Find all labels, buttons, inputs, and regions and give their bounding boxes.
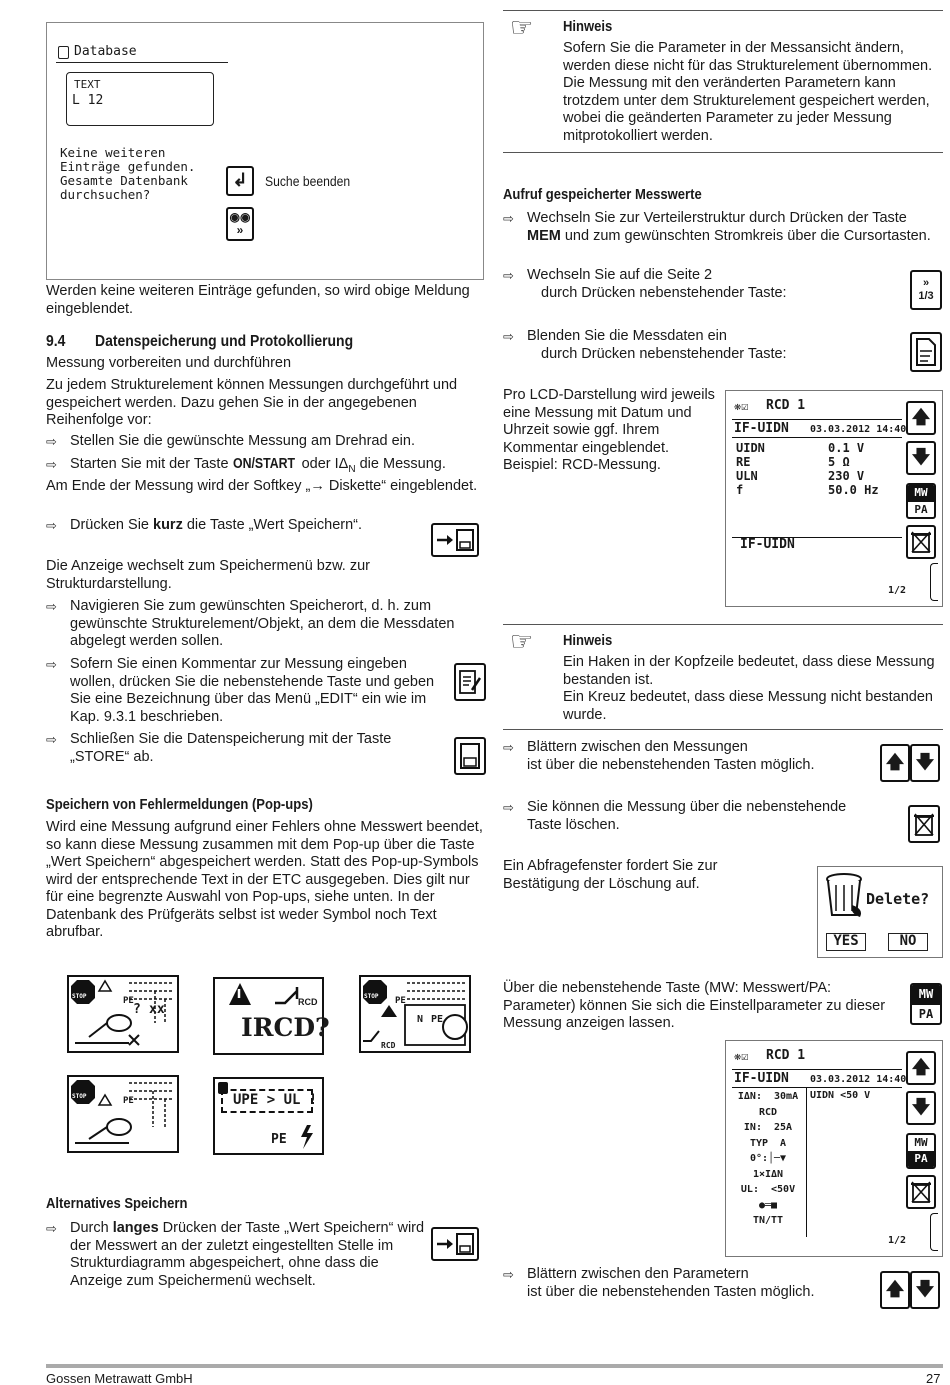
double-chevron-icon: »	[236, 223, 244, 237]
lcd2-datetime: 03.03.2012 14:40	[810, 1074, 907, 1085]
popup1-xx: xx	[149, 1002, 165, 1017]
pointing-hand-icon-2: ☞	[510, 626, 534, 656]
binoculars-icon: ◉◉	[229, 210, 251, 224]
lcd2-mw: MW	[914, 1136, 928, 1149]
display-change-text: Die Anzeige wechselt zum Speichermenü bzw. zur Strukturdarstellung.	[46, 558, 370, 592]
popup2-rcd-label: RCD	[298, 997, 318, 1007]
mem-key: MEM	[527, 227, 561, 244]
lcd1-head: RCD 1	[766, 398, 806, 413]
lcd1-rows	[736, 441, 906, 497]
mwpa-text: Über die nebenstehende Taste (MW: Messwert/PA: Parameter) können Sie sich die Einstellparameter zu dieser Messung anzeigen lassen.	[503, 980, 886, 1031]
recall-step2	[503, 267, 893, 302]
recall-step2-b: durch Drücken nebenstehender Taste:	[541, 284, 787, 301]
store-softkey[interactable]	[454, 737, 486, 775]
delete-prompt: Delete?	[866, 890, 930, 908]
lcd2-down-button[interactable]: 🡇	[906, 1091, 936, 1125]
step-start	[46, 456, 486, 478]
hint1-top-rule	[503, 10, 943, 11]
hint2-top-rule	[503, 624, 943, 625]
param-up-button[interactable]: 🡅	[880, 1271, 910, 1309]
recall-step1-a: Wechseln Sie zur Verteilerstruktur durch Drücken der Taste	[527, 210, 907, 226]
popup3-pe: PE	[395, 996, 406, 1006]
hint2-text2: Ein Kreuz bedeutet, dass diese Messung nicht bestanden wurde.	[563, 689, 933, 723]
step-long-press	[46, 1220, 426, 1290]
lcd1-row	[736, 455, 906, 469]
footer-rule	[46, 1364, 943, 1368]
lcd-description: Pro LCD-Darstellung wird jeweils eine Messung mit Datum und Uhrzeit sowie ggf. Ihrem Kommentar eingeblendet. Beispiel: RCD-Messung.	[503, 387, 715, 473]
lcd1-title: IF-UIDN	[734, 421, 789, 436]
step-long-a: Durch	[70, 1220, 113, 1236]
database-title-rule	[56, 62, 228, 63]
popup3-rcd: RCD	[381, 1041, 396, 1050]
param-down-button[interactable]: 🡇	[910, 1271, 940, 1309]
lcd1-head-rule	[732, 419, 902, 420]
step-start-a: Starten Sie mit der Taste	[70, 456, 233, 472]
lcd-measurement-view	[725, 390, 943, 607]
delete-step-b: Taste löschen.	[527, 816, 620, 833]
delete-no-button[interactable]	[888, 933, 928, 951]
trash-cross-icon	[910, 530, 932, 554]
popup-heading: Speichern von Fehlermeldungen (Pop-ups)	[46, 797, 313, 813]
step-long-b: Drücken der Taste „Wert Speichern“ wird der Messwert an der zuletzt eingestellten Stelle im Strukturdiagramm abgespeichert, ohne dass die Anzeige zum Speichermenü wechselt.	[70, 1220, 425, 1289]
trash-can-icon	[824, 871, 866, 919]
popup-stop-wiring-1	[67, 975, 179, 1053]
mwpa-softkey[interactable]	[910, 983, 942, 1025]
popup-paragraph: Wird eine Messung aufgrund einer Fehlers ohne Messwert beendet, so kann diese Messung zusammen mit dem Pop-up über die Taste „Wert Speichern“ abgespeichert werden. Statt des Pop-up-Symbols wird der entsprechende Text in der ETC ausgegeben. Dies gilt nur für eine begrenzte Auswahl von Pop-ups, siehe unten. In der Datenbank des Prüfgeräts selbst ist weder Symbol noch Text abrufbar.	[46, 819, 483, 940]
lcd1-row-val: 230 V	[828, 469, 865, 483]
lcd1-mw: MW	[908, 485, 934, 501]
hint1-bottom-rule	[503, 152, 943, 153]
recall-step2-a: ⇨ Wechseln Sie auf die Seite 2	[527, 267, 713, 283]
lcd1-row-key: UIDN	[736, 441, 765, 455]
database-icon	[58, 46, 69, 59]
langes-key: langes	[112, 1220, 159, 1236]
lcd1-row-val: 50.0 Hz	[828, 483, 879, 497]
lcd1-down-button[interactable]: 🡇	[906, 441, 936, 475]
popup4-stop: STOP	[72, 1093, 87, 1100]
delta-symbol: Δ	[338, 456, 349, 472]
lcd1-row-key: f	[736, 483, 744, 497]
lightning-icon	[299, 1125, 315, 1149]
hint1-title: Hinweis	[563, 19, 613, 35]
step-drehrad	[46, 433, 486, 451]
pointing-hand-icon: ☞	[510, 12, 534, 42]
delete-no-label: NO	[899, 933, 917, 950]
browse-parameters	[503, 1266, 873, 1301]
subheading-prepare: Messung vorbereiten und durchführen	[46, 355, 292, 371]
lcd1-mwpa-button[interactable]	[906, 483, 936, 519]
recall-step3-b: durch Drücken nebenstehender Taste:	[541, 345, 787, 362]
recall-step3	[503, 328, 893, 363]
lcd1-row	[736, 483, 906, 497]
step-store	[46, 731, 446, 766]
popup-stop-wiring-2	[359, 975, 471, 1053]
arrow-to-disk-icon	[435, 1231, 475, 1257]
hint2-text1: Ein Haken in der Kopfzeile bedeutet, dass diese Messung bestanden ist.	[563, 654, 935, 688]
lcd2-title-rule	[732, 1087, 902, 1088]
step-save	[46, 517, 426, 535]
db-note: Werden keine weiteren Einträge gefunden, so wird obige Meldung eingeblendet.	[46, 283, 470, 317]
lcd1-scrollbar[interactable]	[930, 563, 938, 601]
arrow-to-disk-icon	[435, 527, 475, 553]
lcd2-uidn: UIDN <50 V	[810, 1090, 871, 1101]
binoculars-softkey[interactable]	[226, 207, 254, 241]
lcd1-row-val: 0.1 V	[828, 441, 865, 455]
delete-step	[503, 799, 883, 834]
text-field-label: TEXT	[74, 78, 101, 91]
hint2-bottom-rule	[503, 729, 943, 730]
popup-ircd	[213, 977, 330, 1055]
section-number: 9.4	[46, 333, 66, 350]
lcd1-row-key: ULN	[736, 469, 758, 483]
confirm-text: Ein Abfragefenster fordert Sie zur Bestätigung der Löschung auf.	[503, 858, 718, 892]
lcd2-param: IN: 25A	[743, 1122, 793, 1133]
step-navigate	[46, 598, 486, 651]
lcd2-head: RCD 1	[766, 1048, 806, 1063]
step-start-b: oder I	[297, 456, 339, 472]
enter-softkey[interactable]: ↲	[226, 166, 254, 196]
lcd1-delete-button[interactable]	[906, 525, 936, 559]
popup3-n: N	[417, 1014, 424, 1025]
delta-sub: N	[348, 463, 356, 475]
browse-down-button[interactable]: 🡇	[910, 744, 940, 782]
delete-step-a: ⇨ Sie können die Messung über die nebenstehende	[527, 799, 847, 815]
popup3-pe2: PE	[431, 1014, 444, 1025]
page-switch-softkey[interactable]	[910, 270, 942, 310]
popup1-q: ?	[133, 1002, 141, 1017]
document-data-icon	[915, 337, 937, 367]
popup5-upe-text: UPE > UL !	[233, 1092, 318, 1108]
end-of-measurement-text: Am Ende der Messung wird der Softkey „→ Diskette“ eingeblendet.	[46, 478, 478, 494]
step-comment-text: Sofern Sie einen Kommentar zur Messung eingeben wollen, drücken Sie die nebenstehende Taste und geben Sie eine Bezeichnung über das Menü „EDIT“ ein wie im Kap. 9.3.1 beschrieben.	[70, 656, 435, 725]
step-save-a: Drücken Sie	[70, 517, 154, 533]
footer-page-number: 27	[926, 1371, 941, 1385]
intro-paragraph: Zu jedem Strukturelement können Messungen durchgeführt und gespeichert werden. Dazu gehen Sie in der angegebenen Reihenfolge vor:	[46, 377, 458, 428]
hint1-text: Sofern Sie die Parameter in der Messansicht ändern, werden diese nicht für das Strukturelement übernommen. Die Messung mit den veränderten Parametern kann trotzdem unter dem Strukturelement gespeichert werden, wobei die geänderten Parameter zu jeder Messung mitprotokolliert werden.	[563, 40, 933, 144]
browse-measurements-a: ⇨ Blättern zwischen den Messungen	[527, 739, 748, 755]
lcd1-up-button[interactable]: 🡅	[906, 401, 936, 435]
lcd2-divider	[806, 1087, 807, 1237]
delete-yes-button[interactable]	[826, 933, 866, 951]
mwpa-mw: MW	[912, 985, 940, 1004]
popup2-ircd-text: IRCD?	[241, 1013, 330, 1042]
popup1-pe: PE	[123, 996, 134, 1006]
lcd2-delete-button[interactable]	[906, 1175, 936, 1209]
lcd2-param: UL: <50V	[740, 1184, 796, 1195]
popup-stop-wiring-3	[67, 1075, 179, 1153]
pulse-icon: │─▼	[768, 1153, 787, 1164]
database-message: Keine weiteren Einträge gefunden. Gesamte Datenbank durchsuchen?	[60, 145, 196, 202]
step-save-b: die Taste „Wert Speichern“.	[182, 517, 363, 533]
show-data-softkey[interactable]	[910, 332, 942, 372]
alt-heading: Alternatives Speichern	[46, 1196, 188, 1212]
browse-parameters-a: ⇨ Blättern zwischen den Parametern	[527, 1266, 749, 1282]
mwpa-pa: PA	[912, 1004, 940, 1024]
lcd2-page: 1/2	[888, 1235, 907, 1246]
lcd2-title: IF-UIDN	[734, 1071, 789, 1086]
lcd2-scrollbar[interactable]	[930, 1213, 938, 1251]
browse-up-button[interactable]: 🡅	[880, 744, 910, 782]
lcd1-comment: IF-UIDN	[740, 537, 795, 552]
step-start-c: die Messung.	[355, 456, 446, 472]
lcd2-check-icon: ❋☑	[734, 1049, 749, 1063]
popup4-pe: PE	[123, 1096, 134, 1106]
edit-comment-softkey[interactable]	[454, 663, 486, 701]
lcd2-param: TYP A	[749, 1137, 787, 1149]
lcd2-param: TN/TT	[752, 1215, 784, 1226]
lcd1-page: 1/2	[888, 585, 907, 596]
page-chevron-icon: »	[922, 277, 930, 289]
popup1-stop: STOP	[72, 993, 87, 1000]
database-title: Database	[74, 44, 137, 59]
disk-icon	[459, 742, 481, 770]
popup-upe-ul	[213, 1077, 324, 1155]
recall-step1	[503, 210, 933, 245]
recall-heading: Aufruf gespeicherter Messwerte	[503, 187, 702, 203]
suche-beenden-caption: Suche beenden	[265, 174, 351, 189]
step-store-text: Schließen Sie die Datenspeicherung mit der Taste „STORE“ ab.	[70, 731, 392, 765]
lcd2-param: 1×IΔN	[752, 1168, 784, 1180]
step-navigate-text: Navigieren Sie zum gewünschten Speicherort, d. h. zum gewünschte Strukturelement/Objekt, an dem die Messdaten abgelegt werden sollen.	[70, 598, 455, 649]
lcd1-pa: PA	[908, 501, 934, 518]
save-to-disk-softkey[interactable]	[431, 523, 479, 557]
lcd1-datetime: 03.03.2012 14:40	[810, 424, 907, 435]
edit-note-icon	[458, 668, 482, 696]
recall-step3-a: ⇨ Blenden Sie die Messdaten ein	[527, 328, 727, 344]
kurz-key: kurz	[153, 517, 183, 533]
lcd1-row	[736, 469, 906, 483]
lcd2-param	[730, 1151, 806, 1167]
delete-softkey[interactable]	[908, 805, 940, 843]
page-switch-label: 1/3	[918, 290, 934, 302]
browse-measurements	[503, 739, 873, 774]
lcd1-row	[736, 441, 906, 455]
recall-step1-b: und zum gewünschten Stromkreis über die Cursortasten.	[560, 227, 931, 244]
footer-company: Gossen Metrawatt GmbH	[46, 1371, 193, 1385]
trash-cross-icon	[913, 811, 935, 837]
lcd2-up-button[interactable]: 🡅	[906, 1051, 936, 1085]
lcd1-row-key: RE	[736, 455, 751, 469]
plug-icon: ●═■	[758, 1199, 778, 1211]
text-field-value: L 12	[72, 93, 104, 108]
lcd2-head-rule	[732, 1069, 902, 1070]
onstart-key: ON/START	[232, 456, 295, 472]
browse-parameters-b: ist über die nebenstehenden Tasten möglich.	[527, 1283, 815, 1300]
lcd2-param-list	[730, 1089, 806, 1229]
lcd1-title-rule	[732, 437, 902, 438]
popup3-stop: STOP	[364, 993, 379, 1000]
browse-measurements-b: ist über die nebenstehenden Tasten möglich.	[527, 756, 815, 773]
lcd2-mwpa-button[interactable]	[906, 1133, 936, 1169]
lcd1-check-icon: ❋☑	[734, 399, 749, 413]
lcd2-param: RCD	[758, 1106, 778, 1118]
step-drehrad-text: Stellen Sie die gewünschte Messung am Drehrad ein.	[70, 433, 415, 449]
section-title: Datenspeicherung und Protokollierung	[95, 333, 354, 350]
lcd2-param: IΔN: 30mA	[737, 1091, 799, 1102]
delete-yes-label: YES	[833, 933, 859, 950]
lcd1-row-val: 5 Ω	[828, 455, 850, 469]
lcd2-param-angle: 0°:	[749, 1153, 768, 1164]
step-comment	[46, 656, 446, 726]
popup5-pe: PE	[271, 1132, 287, 1147]
lcd-parameter-view	[725, 1040, 943, 1257]
hint2-title: Hinweis	[563, 633, 613, 649]
delete-dialog	[817, 866, 943, 958]
save-to-disk-softkey-2[interactable]	[431, 1227, 479, 1261]
lcd2-pa: PA	[908, 1151, 934, 1167]
trash-cross-icon	[910, 1180, 932, 1204]
